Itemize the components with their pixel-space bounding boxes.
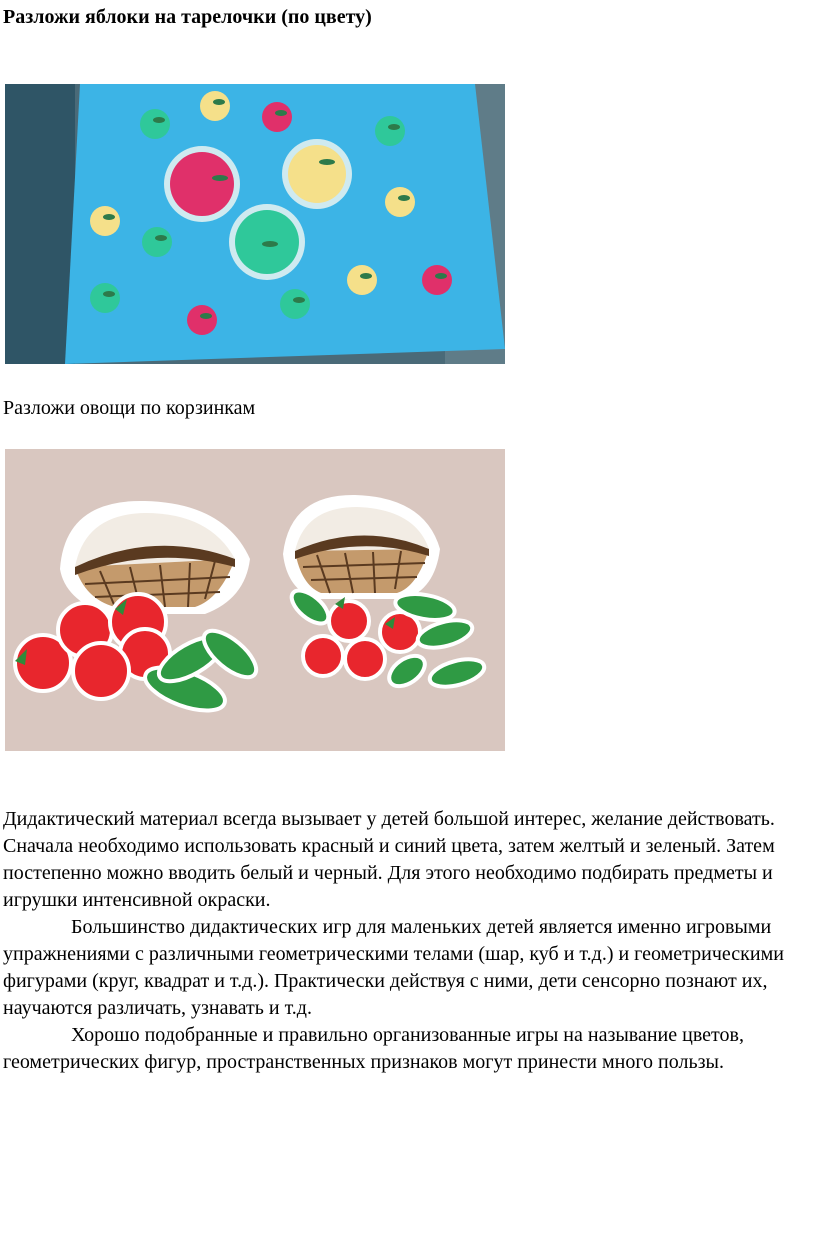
- paragraph-1: Дидактический материал всегда вызывает у детей большой интерес, желание действовать. Сначала необходимо использовать красный и синий цвета, затем желтый и зеленый. Затем постепенно можно вводить белый и черный. Для этого необходимо подбирать предметы и игрушки интенсивной окраски.: [3, 808, 775, 911]
- apples-board-illustration: [5, 84, 505, 364]
- page-heading: Разложи яблоки на тарелочки (по цвету): [3, 6, 372, 28]
- apples-on-plates-photo: [5, 84, 505, 364]
- main-text: [3, 806, 815, 1076]
- baskets-illustration: [5, 449, 505, 751]
- vegetables-baskets-photo: [5, 449, 505, 751]
- paragraph-2: Большинство дидактических игр для маленьких детей является именно игровыми упражнениями с различными геометрическими телами (шар, куб и т.д.) и геометрическими фигурами (круг, квадрат и т.д.). Практически действуя с ними, дети сенсорно познают их, научаются различать, узнавать и т.д.: [3, 916, 784, 1019]
- page-subheading: Разложи овощи по корзинкам: [3, 397, 256, 419]
- paragraph-3: Хорошо подобранные и правильно организованные игры на называние цветов, геометрических фигур, пространственных признаков могут принести много пользы.: [3, 1024, 744, 1073]
